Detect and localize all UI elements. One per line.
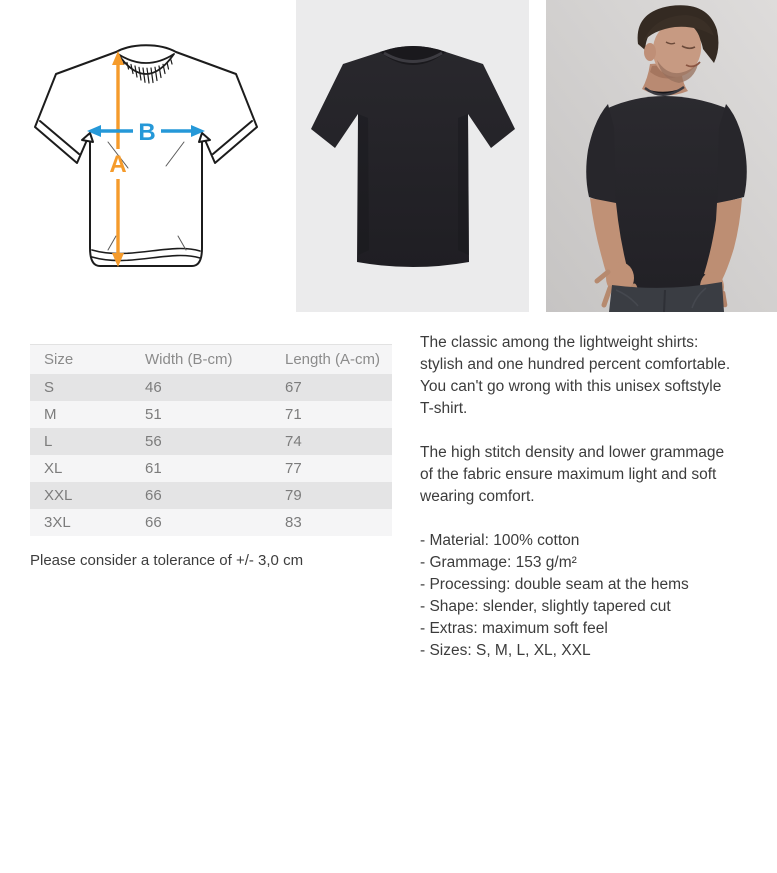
cell-width: 61 xyxy=(131,455,271,482)
description-paragraph: The high stitch density and lower grammage of the fabric ensure maximum light and soft wearing comfort. xyxy=(420,444,725,505)
cell-length: 83 xyxy=(271,509,392,536)
cell-length: 71 xyxy=(271,401,392,428)
label-b: B xyxy=(138,119,156,146)
product-photo-flat xyxy=(296,0,529,312)
tshirt-measurement-drawing xyxy=(20,0,280,312)
black-tshirt-front xyxy=(296,0,529,312)
cell-size: L xyxy=(30,428,131,455)
cell-length: 74 xyxy=(271,428,392,455)
cell-length: 77 xyxy=(271,455,392,482)
description-paragraph: The classic among the lightweight shirts: stylish and one hundred percent comfortable. You can't go wrong with this unisex softstyle T-shirt. xyxy=(420,334,731,417)
spec-line: - Shape: slender, slightly tapered cut xyxy=(420,598,671,615)
spec-line: - Grammage: 153 g/m² xyxy=(420,554,577,571)
cell-width: 56 xyxy=(131,428,271,455)
table-row xyxy=(30,428,392,455)
cell-length: 79 xyxy=(271,482,392,509)
cell-size: 3XL xyxy=(30,509,131,536)
model-photo xyxy=(546,0,777,312)
table-row xyxy=(30,401,392,428)
cell-size: M xyxy=(30,401,131,428)
cell-width: 51 xyxy=(131,401,271,428)
label-a: A xyxy=(109,151,127,178)
table-row xyxy=(30,482,392,509)
table-row xyxy=(30,455,392,482)
col-header-width: Width (B-cm) xyxy=(131,345,271,375)
tolerance-note: Please consider a tolerance of +/- 3,0 cm xyxy=(30,552,304,569)
size-diagram-image xyxy=(20,0,280,312)
cell-width: 66 xyxy=(131,509,271,536)
table-header-row xyxy=(30,345,392,375)
table-row xyxy=(30,374,392,401)
product-description xyxy=(420,332,777,662)
size-table xyxy=(30,344,392,536)
spec-line: - Processing: double seam at the hems xyxy=(420,576,689,593)
spec-list xyxy=(420,530,777,662)
cell-size: XXL xyxy=(30,482,131,509)
cell-width: 66 xyxy=(131,482,271,509)
cell-length: 67 xyxy=(271,374,392,401)
cell-size: XL xyxy=(30,455,131,482)
table-row xyxy=(30,509,392,536)
cell-size: S xyxy=(30,374,131,401)
cell-width: 46 xyxy=(131,374,271,401)
spec-line: - Material: 100% cotton xyxy=(420,532,580,549)
spec-line: - Extras: maximum soft feel xyxy=(420,620,608,637)
man-wearing-black-tshirt xyxy=(546,0,777,312)
col-header-size: Size xyxy=(30,345,131,375)
col-header-length: Length (A-cm) xyxy=(271,345,392,375)
spec-line: - Sizes: S, M, L, XL, XXL xyxy=(420,642,591,659)
